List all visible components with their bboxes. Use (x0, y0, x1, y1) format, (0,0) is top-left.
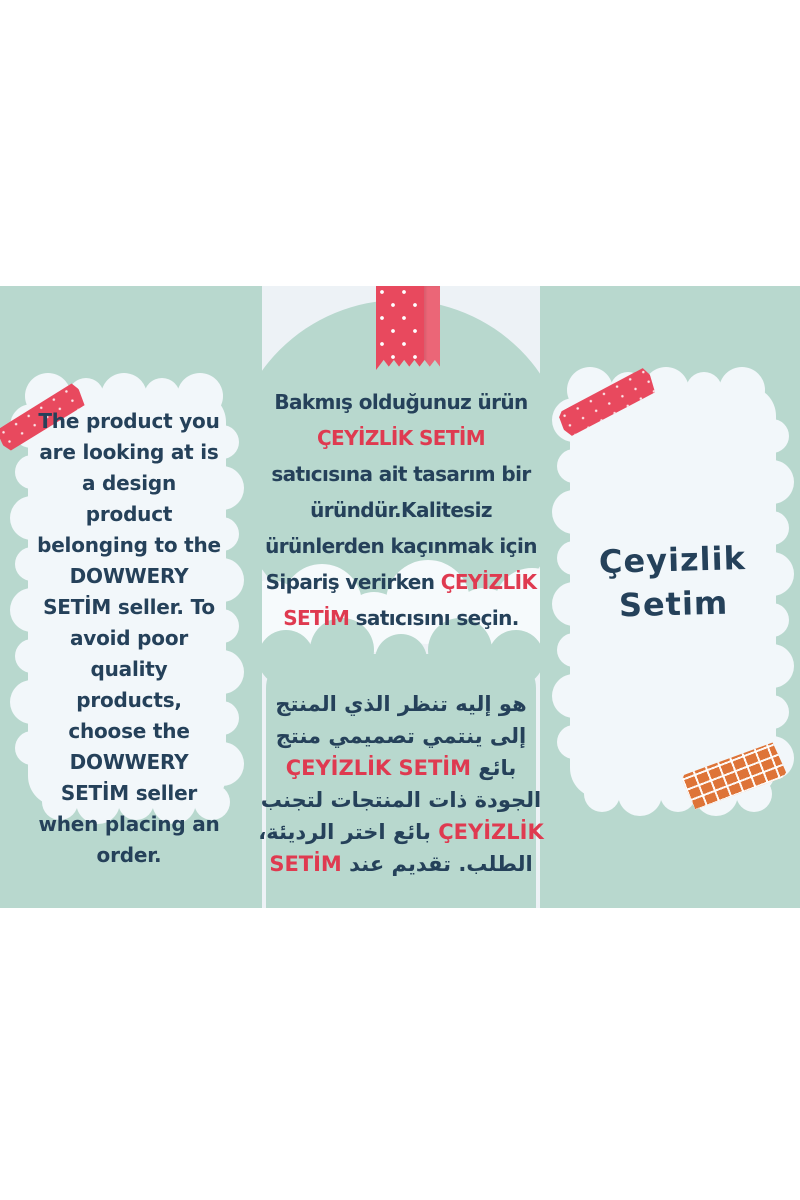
arabic-token: تصميمي (328, 724, 415, 748)
arabic-notice-text (254, 688, 548, 880)
arabic-token: إلى (489, 724, 527, 748)
mint-bump (488, 630, 540, 686)
turkish-segment: üründür.Kalitesiz (310, 498, 492, 522)
arabic-line (254, 752, 548, 784)
turkish-segment: satıcısını seçin. (355, 606, 519, 630)
arabic-token: منتج (275, 724, 322, 748)
arabic-token: ÇEYİZLİK SETİM (285, 756, 471, 780)
english-line: a design (81, 471, 177, 495)
cloud-bump (584, 776, 620, 812)
english-notice-text (10, 406, 248, 871)
english-line: DOWWERY (69, 564, 189, 588)
turkish-line (252, 420, 550, 456)
cloud-bump (618, 772, 662, 816)
arabic-token: الطلب. (458, 852, 533, 876)
cloud-bump (719, 367, 765, 413)
english-line: belonging to the (37, 533, 221, 557)
cloud-bump (557, 633, 591, 667)
cloud-bump (557, 725, 591, 759)
turkish-segment: Sipariş verirken (265, 570, 435, 594)
english-line: SETİM seller (60, 781, 198, 805)
turkish-line (252, 492, 550, 528)
arabic-token: الجودة (474, 788, 542, 812)
arabic-token: تنظر (397, 692, 448, 716)
cloud-bump (552, 490, 596, 534)
english-line: DOWWERY (69, 750, 189, 774)
arabic-token: SETİM (269, 852, 342, 876)
arabic-line (254, 720, 548, 752)
turkish-segment: ÇEYİZLİK SETİM (316, 426, 486, 450)
ribbon-fold (424, 286, 440, 370)
turkish-line (252, 600, 550, 636)
turkish-line (252, 384, 550, 420)
arabic-token: تقديم (391, 852, 452, 876)
turkish-notice-text (252, 384, 550, 636)
turkish-line (252, 528, 550, 564)
arabic-token: اختر (341, 820, 386, 844)
english-line: when placing an (38, 812, 220, 836)
english-line: avoid poor (69, 626, 189, 650)
brand-line-1: Çeyizlik (598, 539, 747, 581)
mint-bump (375, 634, 427, 686)
arabic-line (254, 848, 548, 880)
cloud-bump (557, 449, 591, 483)
arabic-token: إليه (455, 692, 492, 716)
arabic-token: المنتجات (330, 788, 421, 812)
arabic-line (254, 688, 548, 720)
english-line: SETİM seller. To (43, 595, 215, 619)
brand-line-2: Setim (618, 583, 729, 625)
english-line: product (85, 502, 173, 526)
arabic-token: بائع (392, 820, 431, 844)
arabic-token: لتجنب (260, 788, 324, 812)
cloud-bump (686, 372, 722, 408)
turkish-segment: ÇEYİZLİK (440, 570, 537, 594)
turkish-line (252, 564, 550, 600)
english-line: products, (76, 688, 182, 712)
arabic-token: بائع (478, 756, 517, 780)
english-line: choose the (68, 719, 190, 743)
english-line: order. (96, 843, 162, 867)
cloud-bump (552, 674, 596, 718)
english-line: The product you (38, 409, 220, 433)
english-line: quality (90, 657, 168, 681)
ribbon-dots (376, 286, 424, 370)
arabic-line (254, 784, 548, 816)
arabic-token: هو (498, 692, 527, 716)
arabic-token: عند (349, 852, 385, 876)
polka-dot-ribbon-icon (376, 286, 440, 370)
cloud-bump (755, 695, 789, 729)
english-line: are looking at is (39, 440, 219, 464)
arabic-token: الذي (344, 692, 391, 716)
turkish-segment: satıcısına ait tasarım bir (271, 462, 531, 486)
turkish-segment: SETİM (283, 606, 350, 630)
cloud-bump (750, 460, 794, 504)
arabic-line (254, 816, 548, 848)
turkish-segment: Bakmış olduğunuz ürün (274, 390, 528, 414)
turkish-line (252, 456, 550, 492)
cloud-bump (755, 419, 789, 453)
cloud-bump (750, 644, 794, 688)
brand-title (575, 535, 771, 628)
arabic-token: ذات (428, 788, 468, 812)
arabic-token: ÇEYİZLİK (438, 820, 544, 844)
arabic-token: ينتمي (422, 724, 483, 748)
arabic-token: المنتج (275, 692, 337, 716)
arabic-token: الرديئة، (258, 820, 335, 844)
turkish-segment: ürünlerden kaçınmak için (265, 534, 537, 558)
